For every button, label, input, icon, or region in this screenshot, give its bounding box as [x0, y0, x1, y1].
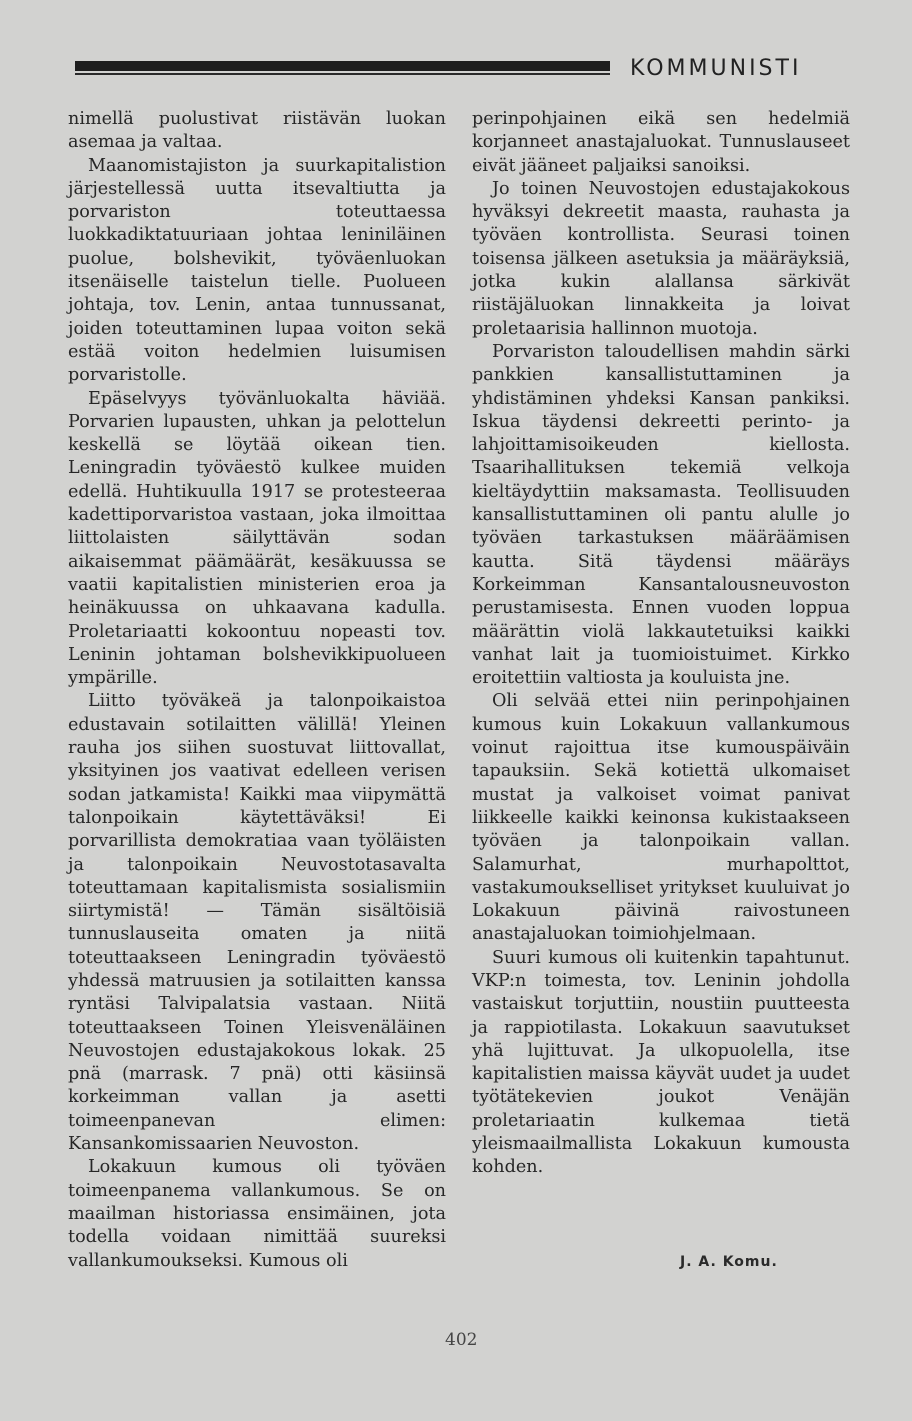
header-rule-thin — [75, 73, 610, 75]
right-paragraph: Jo toinen Neuvostojen edustajakokous hyväksyi dekreetit maasta, rauhasta ja työväen kontrollista. Seurasi toinen toisensa jälkeen asetuksia ja määräyksiä, jotka kukin alallansa särkivät riistäjäluokan linnakkeita ja loivat proletaarisia hallinnon muotoja. — [472, 178, 850, 339]
left-column — [68, 108, 446, 1273]
left-paragraph: Epäselvyys työvänluokalta häviää. Porvarien lupausten, uhkan ja pelottelun keskellä se löytää oikean tien. Leningradin työväestö kulkee muiden edellä. Huhtikuulla 1917 se protesteeraa kadettiporvaristoa vastaan, joka ilmoittaa liittolaisten säilyttävän sodan aikaisemmat päämäärät, kesäkuussa se vaatii kapitalistien ministerien eroa ja heinäkuussa on uhkaavana kadulla. Proletariaatti kokoontuu nopeasti tov. Leninin johtaman bolshevikkipuolueen ympärille. — [68, 388, 446, 689]
magazine-title: KOMMUNISTI — [630, 56, 802, 81]
right-paragraph: Suuri kumous oli kuitenkin tapahtunut. VKP:n toimesta, tov. Leninin johdolla vastaiskut torjuttiin, noustiin puutteesta ja rappiotilasta. Lokakuun saavutukset yhä lujittuvat. Ja ulkopuolella, itse kapitalistien maissa käyvät uudet ja uudet työtätekevien joukot Venäjän proletariaatin kulkemaa tietä yleismaailmallista Lokakuun kumousta kohden. — [472, 947, 850, 1178]
right-paragraph: Porvariston taloudellisen mahdin särki pankkien kansallistuttaminen ja yhdistäminen yhdeksi Kansan pankiksi. Iskua täydensi dekreetti perinto- ja lahjoittamisoikeuden kiellosta. Tsaarihallituksen tekemiä velkoja kieltäydyttiin maksamasta. Teollisuuden kansallistuttaminen oli pantu alulle jo työväen tarkastuksen määräämisen kautta. Sitä täydensi määräys Korkeimman Kansantalousneuvoston perustamisesta. Ennen vuoden loppua määrättin violä lakkautetuiksi kaikki vanhat lait ja tuomioistuimet. Kirkko eroitettiin valtiosta ja kouluista jne. — [472, 341, 850, 689]
right-column — [472, 108, 850, 1180]
left-paragraph: Lokakuun kumous oli työväen toimeenpanema vallankumous. Se on maailman historiassa ensimäinen, jota todella voidaan nimittää suureksi vallankumoukseksi. Kumous oli — [68, 1157, 446, 1271]
header-rule — [75, 61, 610, 77]
header-rule-thick — [75, 61, 610, 71]
right-paragraph: Oli selvää ettei niin perinpohjainen kumous kuin Lokakuun vallankumous voinut rajoittua itse kumouspäiväin tapauksiin. Sekä kotiettä ulkomaiset mustat ja valkoiset voimat panivat liikkeelle kaikki keinonsa kukistaakseen työväen ja talonpoikain vallan. Salamurhat, murhapolttot, vastakumoukselliset yritykset kuuluivat jo Lokakuun päivinä raivostuneen anastajaluokan toimiohjelmaan. — [472, 691, 850, 945]
page-number: 402 — [445, 1330, 478, 1350]
left-paragraph: Liitto työväkeä ja talonpoikaistoa edustavain sotilaitten välillä! Yleinen rauha jos siihen suostuvat liittovallat, yksityinen jos vaativat edelleen verisen sodan jatkamista! Kaikki maa viipymättä talonpoikain käytettäväksi! Ei porvarillista demokratiaa vaan työläisten ja talonpoikain Neuvostotasavalta toteuttamaan kapitalismista sosialismiin siirtymistä! — Tämän sisältöisiä tunnuslauseita omaten ja niitä toteuttaakseen Leningradin työväestö yhdessä matruusien ja sotilaitten kanssa ryntäsi Talvipalatsia vastaan. Niitä toteuttaakseen Toinen Yleisvenäläinen Neuvostojen edustajakokous lokak. 25 pnä (marrask. 7 pnä) otti käsiinsä korkeimman vallan ja asetti toimeenpanevan elimen: Kansankomissaarien Neuvoston. — [68, 691, 446, 1155]
author-signature: J. A. Komu. — [680, 1254, 778, 1270]
left-paragraph: nimellä puolustivat riistävän luokan asemaa ja valtaa. — [68, 109, 446, 153]
left-paragraph: Maanomistajiston ja suurkapitalistion järjestellessä uutta itsevaltiutta ja porvariston toteuttaessa luokkadiktatuuriaan johtaa leniniläinen puolue, bolshevikit, työväenluokan itsenäiselle taistelun tielle. Puolueen johtaja, tov. Lenin, antaa tunnussanat, joiden toteuttaminen lupaa voiton sekä estää voiton hedelmien luisumisen porvaristolle. — [68, 155, 446, 386]
right-paragraph: perinpohjainen eikä sen hedelmiä korjanneet anastajaluokat. Tunnuslauseet eivät jääneet paljaiksi sanoiksi. — [472, 109, 850, 176]
